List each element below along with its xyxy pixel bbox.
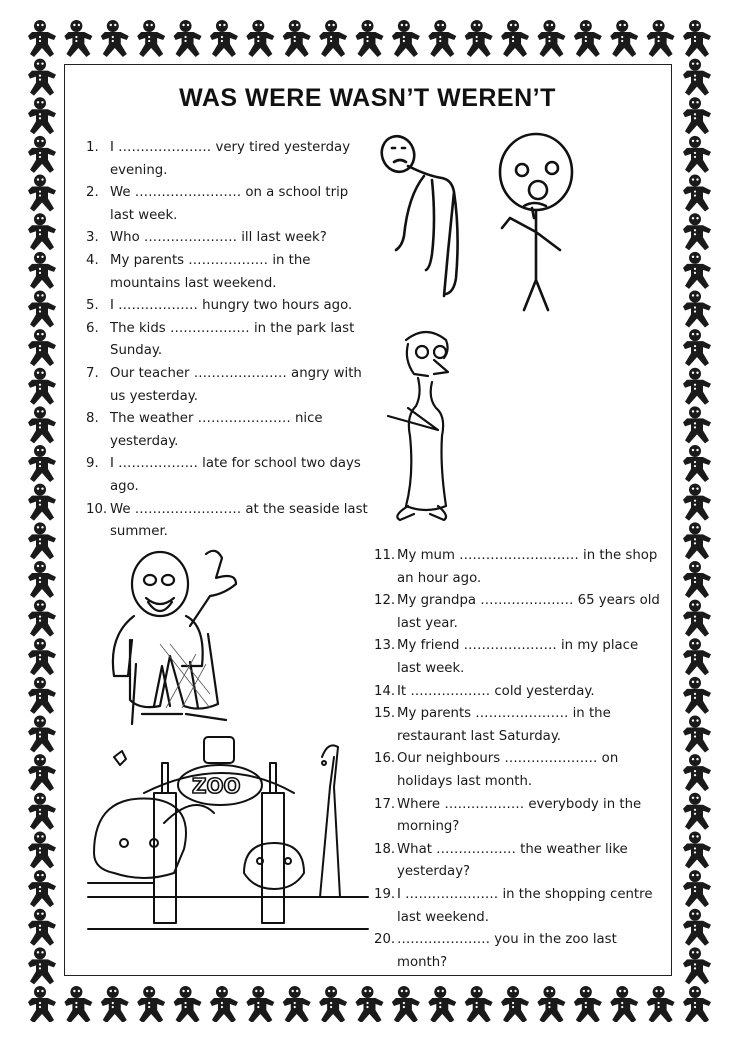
exercise-item: [86, 182, 370, 227]
gingerbread-man-icon: [283, 986, 311, 1022]
exercise-list-left: [86, 137, 370, 544]
gingerbread-man-icon: [683, 870, 711, 907]
gingerbread-man-icon: [28, 213, 56, 250]
exercise-text: My mum ……………………… in the shop an hour ago.: [397, 548, 658, 586]
gingerbread-man-icon: [28, 716, 56, 753]
gingerbread-man-icon: [28, 947, 56, 984]
exercise-number: 19.: [374, 886, 396, 902]
exercise-text: We …………………… on a school trip last week.: [110, 185, 349, 223]
exercise-item: [86, 137, 370, 182]
exercise-number: 8.: [86, 411, 99, 427]
zoo-illustration: [84, 733, 370, 955]
teacher-illustration: [378, 326, 468, 526]
gingerbread-man-icon: [647, 986, 675, 1022]
gingerbread-man-icon: [683, 600, 711, 637]
exercise-text: My friend ………………… in my place last week.: [397, 638, 639, 676]
exercise-number: 6.: [86, 320, 99, 336]
gingerbread-man-icon: [683, 175, 711, 212]
exercise-item: [374, 929, 664, 974]
sick-stick-figures-illustration: [372, 132, 612, 332]
gingerbread-man-icon: [319, 986, 347, 1022]
gingerbread-man-icon: [246, 986, 274, 1022]
gingerbread-man-icon: [101, 986, 129, 1022]
exercise-number: 14.: [374, 683, 396, 699]
gingerbread-man-icon: [28, 136, 56, 173]
exercise-item: [86, 363, 370, 408]
exercise-text: I ………………… very tired yesterday evening.: [110, 140, 351, 178]
exercise-text: My grandpa ………………… 65 years old last year.: [397, 593, 660, 631]
gingerbread-man-icon: [683, 484, 711, 521]
exercise-item: [86, 318, 370, 363]
grandpa-illustration: [96, 544, 256, 734]
gingerbread-man-icon: [610, 986, 638, 1022]
exercise-number: 11.: [374, 548, 396, 563]
gingerbread-man-icon: [683, 445, 711, 482]
gingerbread-man-icon: [356, 20, 384, 57]
exercise-text: I ……………… hungry two hours ago.: [110, 298, 353, 314]
gingerbread-man-icon: [683, 406, 711, 443]
exercise-text: We …………………… at the seaside last summer.: [110, 501, 368, 540]
gingerbread-man-icon: [28, 561, 56, 598]
exercise-number: 4.: [86, 252, 99, 268]
exercise-number: 5.: [86, 298, 99, 314]
exercise-number: 15.: [374, 706, 396, 722]
gingerbread-man-icon: [28, 484, 56, 521]
gingerbread-man-icon: [465, 986, 493, 1022]
gingerbread-man-icon: [210, 986, 238, 1022]
gingerbread-man-icon: [28, 406, 56, 443]
gingerbread-man-icon: [683, 677, 711, 714]
gingerbread-man-icon: [28, 638, 56, 675]
exercise-number: 7.: [86, 365, 99, 381]
exercise-item: [374, 590, 664, 635]
gingerbread-man-icon: [683, 136, 711, 173]
gingerbread-man-icon: [28, 793, 56, 830]
exercise-text: My parents ………………… in the restaurant last Saturday.: [397, 706, 611, 744]
exercise-text: ………………… you in the zoo last month?: [397, 932, 617, 970]
exercise-number: 20.: [374, 932, 396, 948]
exercise-text: It ……………… cold yesterday.: [397, 683, 595, 699]
gingerbread-man-icon: [683, 329, 711, 366]
gingerbread-man-icon: [501, 20, 529, 57]
gingerbread-man-icon: [28, 831, 56, 868]
exercise-item: [374, 839, 664, 884]
gingerbread-man-icon: [683, 522, 711, 559]
exercise-number: 1.: [86, 140, 99, 155]
gingerbread-man-icon: [356, 986, 384, 1022]
gingerbread-man-icon: [683, 368, 711, 405]
gingerbread-man-icon: [428, 986, 456, 1022]
gingerbread-man-icon: [392, 20, 420, 57]
gingerbread-man-icon: [683, 793, 711, 830]
exercise-number: 16.: [374, 751, 396, 767]
gingerbread-man-icon: [28, 909, 56, 946]
exercise-item: [86, 453, 370, 498]
exercise-number: 18.: [374, 841, 396, 857]
exercise-number: 17.: [374, 796, 396, 812]
gingerbread-man-icon: [683, 909, 711, 946]
exercise-text: What ……………… the weather like yesterday?: [397, 841, 628, 880]
gingerbread-man-icon: [683, 20, 711, 57]
gingerbread-man-icon: [28, 20, 56, 57]
gingerbread-man-icon: [28, 252, 56, 289]
gingerbread-man-icon: [683, 754, 711, 791]
exercise-text: Our teacher ………………… angry with us yesterday.: [110, 365, 362, 404]
gingerbread-man-icon: [28, 290, 56, 327]
gingerbread-man-icon: [28, 986, 56, 1022]
exercise-item: [374, 884, 664, 929]
exercise-item: [374, 545, 664, 590]
gingerbread-man-icon: [647, 20, 675, 57]
gingerbread-man-icon: [174, 986, 202, 1022]
exercise-item: [374, 635, 664, 680]
gingerbread-man-icon: [28, 329, 56, 366]
exercise-number: 3.: [86, 230, 99, 246]
exercise-item: [374, 703, 664, 748]
zoo-sign-text: ZOO: [192, 774, 241, 798]
gingerbread-man-icon: [137, 20, 165, 57]
gingerbread-man-icon: [28, 754, 56, 791]
exercise-number: 9.: [86, 456, 99, 472]
gingerbread-man-icon: [101, 20, 129, 57]
exercise-item: [86, 499, 370, 544]
gingerbread-man-icon: [28, 870, 56, 907]
exercise-item: [86, 227, 370, 250]
gingerbread-man-icon: [683, 947, 711, 984]
gingerbread-man-icon: [683, 290, 711, 327]
exercise-text: The weather ………………… nice yesterday.: [110, 411, 323, 449]
gingerbread-man-icon: [319, 20, 347, 57]
gingerbread-man-icon: [28, 445, 56, 482]
gingerbread-man-icon: [501, 986, 529, 1022]
exercise-text: I ………………… in the shopping centre last weekend.: [397, 886, 653, 925]
gingerbread-man-icon: [283, 20, 311, 57]
gingerbread-man-icon: [465, 20, 493, 57]
exercise-item: [374, 794, 664, 839]
gingerbread-man-icon: [683, 252, 711, 289]
gingerbread-man-icon: [574, 20, 602, 57]
page-title: WAS WERE WASN’T WEREN’T: [179, 84, 556, 112]
exercise-text: Who ………………… ill last week?: [110, 230, 327, 246]
exercise-item: [374, 681, 664, 704]
exercise-item: [374, 748, 664, 793]
exercise-text: I ……………… late for school two days ago.: [110, 456, 361, 494]
gingerbread-man-icon: [210, 20, 238, 57]
gingerbread-man-icon: [174, 20, 202, 57]
exercise-item: [86, 408, 370, 453]
gingerbread-man-icon: [683, 561, 711, 598]
gingerbread-man-icon: [428, 20, 456, 57]
exercise-number: 10.: [86, 501, 108, 517]
exercise-item: [86, 295, 370, 318]
gingerbread-man-icon: [574, 986, 602, 1022]
gingerbread-man-icon: [683, 716, 711, 753]
gingerbread-man-icon: [610, 20, 638, 57]
exercise-text: The kids ……………… in the park last Sunday.: [110, 320, 355, 359]
gingerbread-man-icon: [28, 522, 56, 559]
gingerbread-man-icon: [683, 831, 711, 868]
gingerbread-man-icon: [64, 986, 92, 1022]
exercise-item: [86, 250, 370, 295]
exercise-number: 12.: [374, 593, 396, 609]
exercise-list-right: [374, 545, 664, 974]
gingerbread-man-icon: [28, 600, 56, 637]
exercise-text: Where ……………… everybody in the morning?: [397, 796, 642, 835]
gingerbread-man-icon: [64, 20, 92, 57]
gingerbread-man-icon: [28, 175, 56, 212]
exercise-text: Our neighbours ………………… on holidays last month.: [397, 751, 619, 789]
gingerbread-man-icon: [137, 986, 165, 1022]
exercise-text: My parents ……………… in the mountains last weekend.: [110, 252, 311, 291]
gingerbread-man-icon: [28, 368, 56, 405]
exercise-number: 13.: [374, 638, 396, 654]
gingerbread-man-icon: [246, 20, 274, 57]
gingerbread-man-icon: [683, 213, 711, 250]
exercise-number: 2.: [86, 185, 99, 201]
gingerbread-man-icon: [392, 986, 420, 1022]
gingerbread-man-icon: [683, 986, 711, 1022]
gingerbread-man-icon: [537, 986, 565, 1022]
gingerbread-man-icon: [28, 677, 56, 714]
gingerbread-man-icon: [537, 20, 565, 57]
gingerbread-man-icon: [683, 638, 711, 675]
